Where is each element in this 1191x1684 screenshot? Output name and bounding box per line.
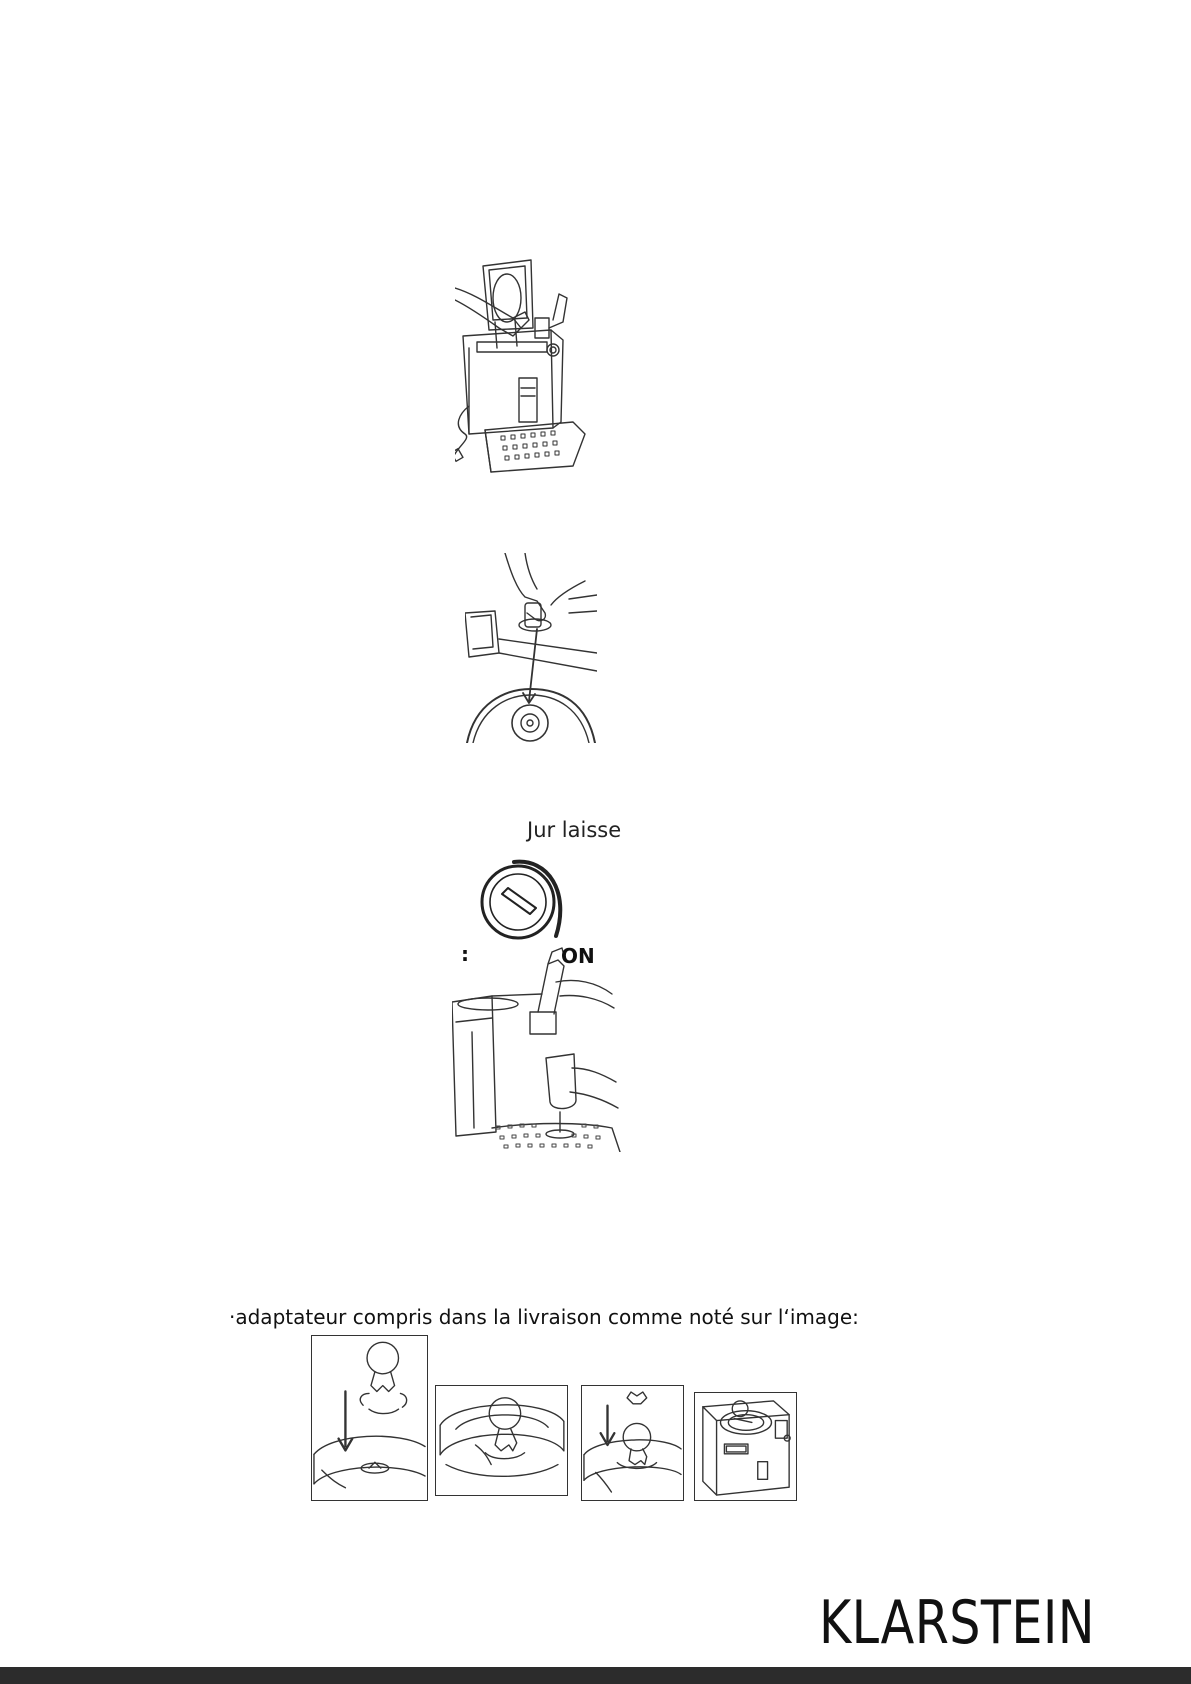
adapter-caption: ·adaptateur compris dans la livraison comme noté sur l‘image: <box>229 1305 859 1329</box>
adapter-step-4 <box>694 1392 797 1501</box>
brand-logo: KLARSTEIN <box>819 1588 1096 1658</box>
adapter-step-2 <box>435 1385 568 1496</box>
adapter-step-1 <box>311 1335 428 1501</box>
dial-caption: Jur laisse <box>527 818 622 842</box>
adapter-step-3 <box>581 1385 684 1501</box>
illustration-dial-dispense <box>452 832 624 1152</box>
dial-off-mark: : <box>461 942 469 966</box>
illustration-insert-part <box>465 553 597 743</box>
dial-on-label: ON <box>561 944 595 968</box>
footer-bar <box>0 1667 1191 1684</box>
illustration-open-machine <box>455 258 600 480</box>
